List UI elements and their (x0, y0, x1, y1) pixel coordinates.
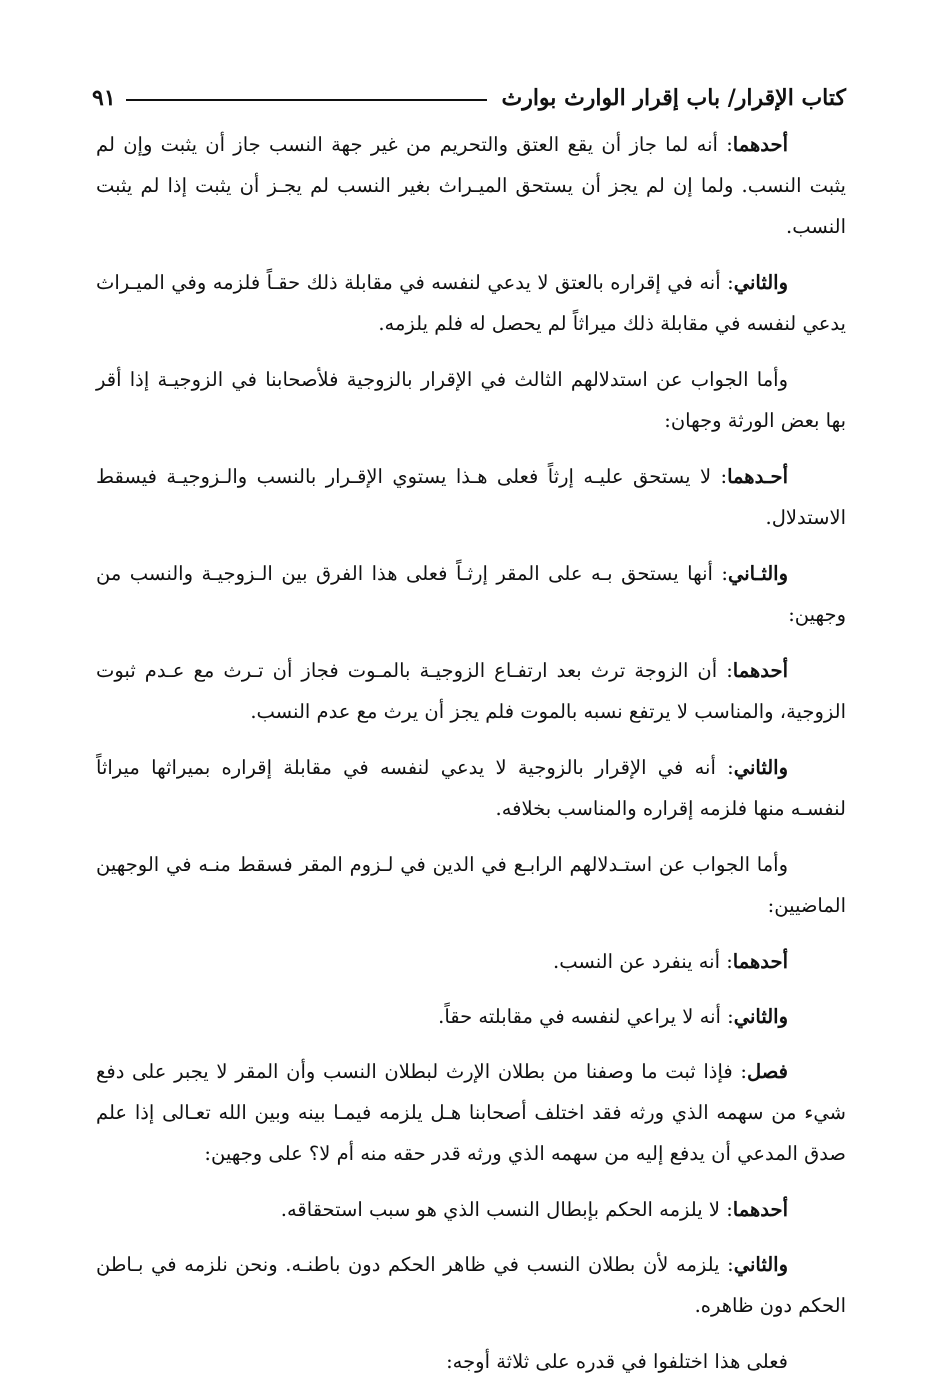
paragraph (96, 650, 846, 732)
paragraph-lead: والثاني (733, 1005, 788, 1028)
header-title: كتاب الإقرار/ باب إقرار الوارث بوارث (501, 85, 846, 111)
paragraph-lead: أحدهما (732, 1198, 788, 1221)
paragraph-text: : فإذا ثبت ما وصفنا من بطلان الإرث لبطلان النسب وأن المقر لا يجبر على دفع شيء من سهمه الذي ورثه فقد اختلف أصحابنا هـل يلزمه فيمـا بينه وبين الله تعـالى إذا علم صدق المدعي أن يدفع إليه من سهمه الذي ورثه قدر حقه منه أم لا؟ على وجهين: (96, 1060, 846, 1165)
paragraph (96, 1189, 846, 1230)
paragraph-text: : أنه ينفرد عن النسب. (553, 950, 733, 973)
paragraph-lead: والثـاني (728, 562, 788, 585)
paragraph (96, 359, 846, 441)
paragraph-text: : أنه في الإقرار بالزوجية لا يدعي لنفسه في مقابلة إقراره بميراثها ميراثاً لنفسـه منها فلزمه إقراره والمناسب بخلافه. (96, 756, 846, 820)
paragraph-lead: أحدهما (732, 133, 788, 156)
paragraph-text: : لا يستحق عليـه إرثاً فعلى هـذا يستوي الإقـرار بالنسب والـزوجيـة فيسقط الاستدلال. (96, 465, 846, 529)
paragraph-text: : لا يلزمه الحكم بإبطال النسب الذي هو سبب استحقاقه. (280, 1198, 733, 1221)
paragraph (96, 1244, 846, 1326)
paragraph (96, 844, 846, 926)
page-number: ٩١ (92, 85, 116, 111)
paragraph (96, 456, 846, 538)
paragraph-text: وأما الجواب عن استـدلالهم الرابـع في الدين في لـزوم المقر فسقط منـه في الوجهين الماضيين: (96, 853, 846, 917)
paragraph-text: : أنها يستحق بـه على المقر إرثـاً فعلى هذا الفرق بين الـزوجيـة والنسب من وجهين: (96, 562, 846, 626)
paragraph-lead: فصل (747, 1060, 788, 1083)
paragraph-lead: والثاني (733, 756, 788, 779)
paragraph-text: وأما الجواب عن استدلالهم الثالث في الإقرار بالزوجية فلأصحابنا في الزوجيـة إذا أقر بها بعض الورثة وجهان: (96, 368, 846, 432)
paragraph (96, 262, 846, 344)
page-body (96, 124, 846, 1397)
paragraph-text: : يلزمه لأن بطلان النسب في ظاهر الحكم دون باطنـه. ونحن نلزمه في بـاطن الحكم دون ظاهره. (96, 1253, 846, 1317)
paragraph-lead: أحدهما (732, 659, 788, 682)
paragraph-lead: والثاني (733, 1253, 788, 1276)
paragraph-text: : أن الزوجة ترث بعد ارتفـاع الزوجيـة بالمـوت فجاز أن تـرث مع عـدم ثبوت الزوجية، والمناسب لا يرتفع نسبه بالموت فلم يجز أن يرث مع عدم النسب. (96, 659, 846, 723)
paragraph-text: : أنه في إقراره بالعتق لا يدعي لنفسه في مقابلة ذلك حقـاً فلزمه وفي الميـراث يدعي لنفسه في مقابلة ذلك ميراثاً لم يحصل له فلم يلزمه. (96, 271, 846, 335)
paragraph-text: فعلى هذا اختلفوا في قدره على ثلاثة أوجه: (446, 1350, 788, 1373)
paragraph-text: : أنه لما جاز أن يقع العتق والتحريم من غير جهة النسب جاز أن يثبت وإن لم يثبت النسب. ولما إن لم يجز أن يستحق الميـراث بغير النسب لم يجـز أن يثبت إذا لم يثبت النسب. (96, 133, 846, 238)
paragraph (96, 1051, 846, 1174)
header-rule (126, 99, 488, 101)
paragraph (96, 553, 846, 635)
paragraph-text: : أنه لا يراعي لنفسه في مقابلته حقاً. (438, 1005, 734, 1028)
paragraph (96, 996, 846, 1037)
paragraph (96, 1341, 846, 1382)
paragraph-lead: أحدهما (732, 950, 788, 973)
paragraph (96, 941, 846, 982)
paragraph (96, 747, 846, 829)
paragraph-lead: أحـدهما (727, 465, 788, 488)
paragraph (96, 124, 846, 247)
running-header (92, 80, 846, 116)
paragraph-lead: والثاني (733, 271, 788, 294)
